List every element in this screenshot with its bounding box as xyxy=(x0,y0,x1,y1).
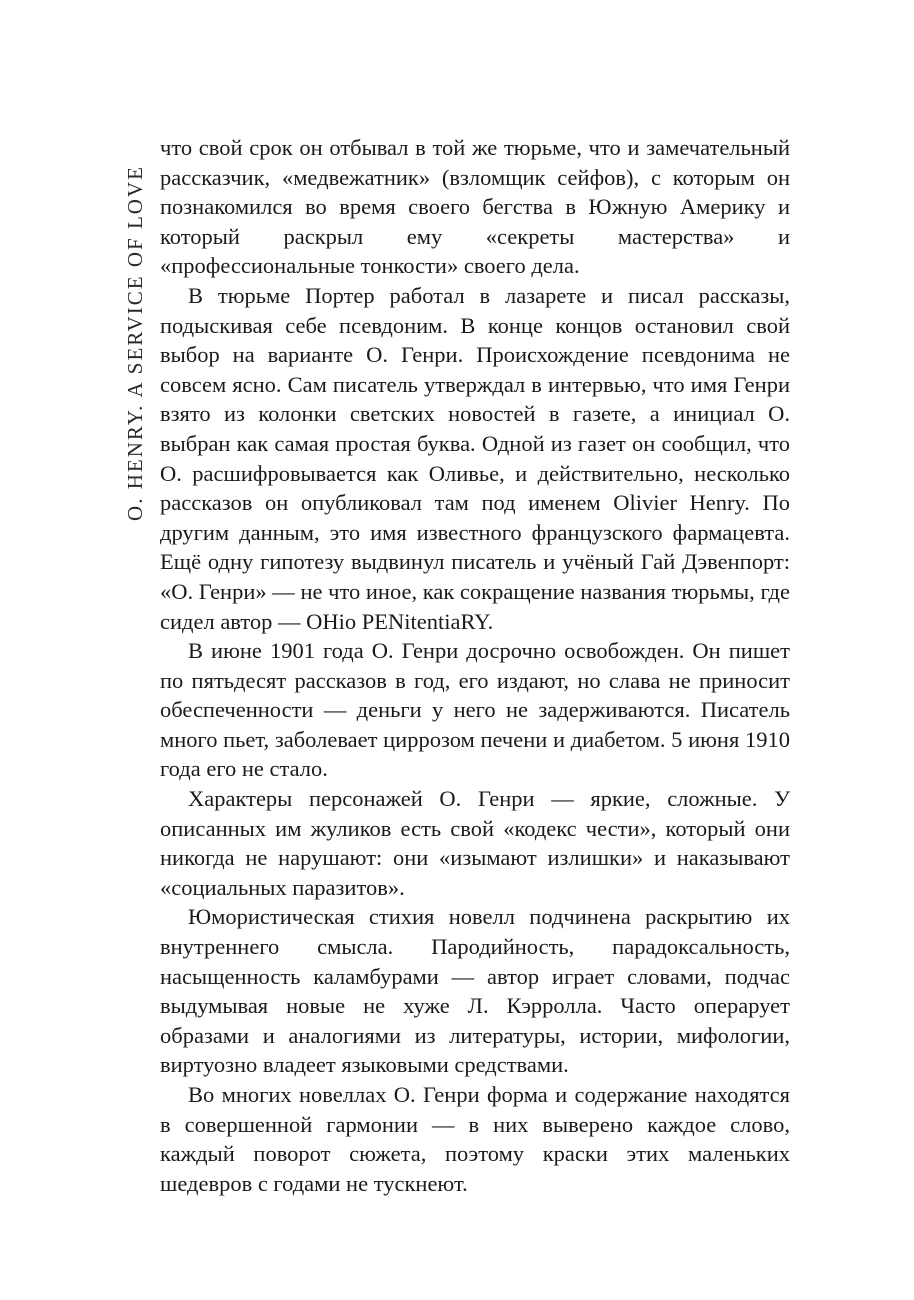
paragraph: что свой срок он отбывал в той же тюрьме, что и замечательный рассказчик, «медвежатник» (взломщик сейфов), с которым он познакомился во время своего бегства в Южную Америку и который раскрыл ему «секреты мастерства» и «профессиональные тонкости» своего дела. xyxy=(160,135,790,279)
paragraph: В июне 1901 года О. Генри досрочно освобожден. Он пишет по пятьдесят рассказов в год, его издают, но слава не приносит обеспеченности — деньги у него не задерживаются. Писатель много пьет, заболевает циррозом печени и диабетом. 5 июня 1910 года его не стало. xyxy=(160,638,790,782)
paragraph: Юмористическая стихия новелл подчинена раскрытию их внутреннего смысла. Пародийность, парадоксальность, насыщенность каламбурами — автор играет словами, подчас выдумывая новые не хуже Л. Кэрролла. Часто операрует образами и аналогиями из литературы, истории, мифологии, виртуозно владеет языковыми средствами. xyxy=(160,904,790,1078)
running-header: O. HENRY. A SERVICE OF LOVE xyxy=(123,165,147,521)
paragraph: Во многих новеллах О. Генри форма и содержание находятся в совершенной гармонии — в них выверено каждое слово, каждый поворот сюжета, поэтому краски этих маленьких шедевров с годами не тускнеют. xyxy=(160,1082,790,1196)
body-text xyxy=(160,133,790,1198)
paragraph: Характеры персонажей О. Генри — яркие, сложные. У описанных им жуликов есть свой «кодекс чести», который они никогда не нарушают: они «изымают излишки» и наказывают «социальных паразитов». xyxy=(160,786,790,900)
paragraph: В тюрьме Портер работал в лазарете и писал рассказы, подыскивая себе псевдоним. В конце концов остановил свой выбор на варианте О. Генри. Происхождение псевдонима не совсем ясно. Сам писатель утверждал в интервью, что имя Генри взято из колонки светских новостей в газете, а инициал О. выбран как самая простая буква. Одной из газет он сообщил, что О. расшифровывается как Оливье, и действительно, несколько рассказов он опубликовал там под именем Olivier Henry. По другим данным, это имя известного французского фармацевта. Ещё одну гипотезу выдвинул писатель и учёный Гай Дэвенпорт: «О. Генри» — не что иное, как сокращение названия тюрьмы, где сидел автор — OHio PENitentiaRY. xyxy=(160,282,790,634)
